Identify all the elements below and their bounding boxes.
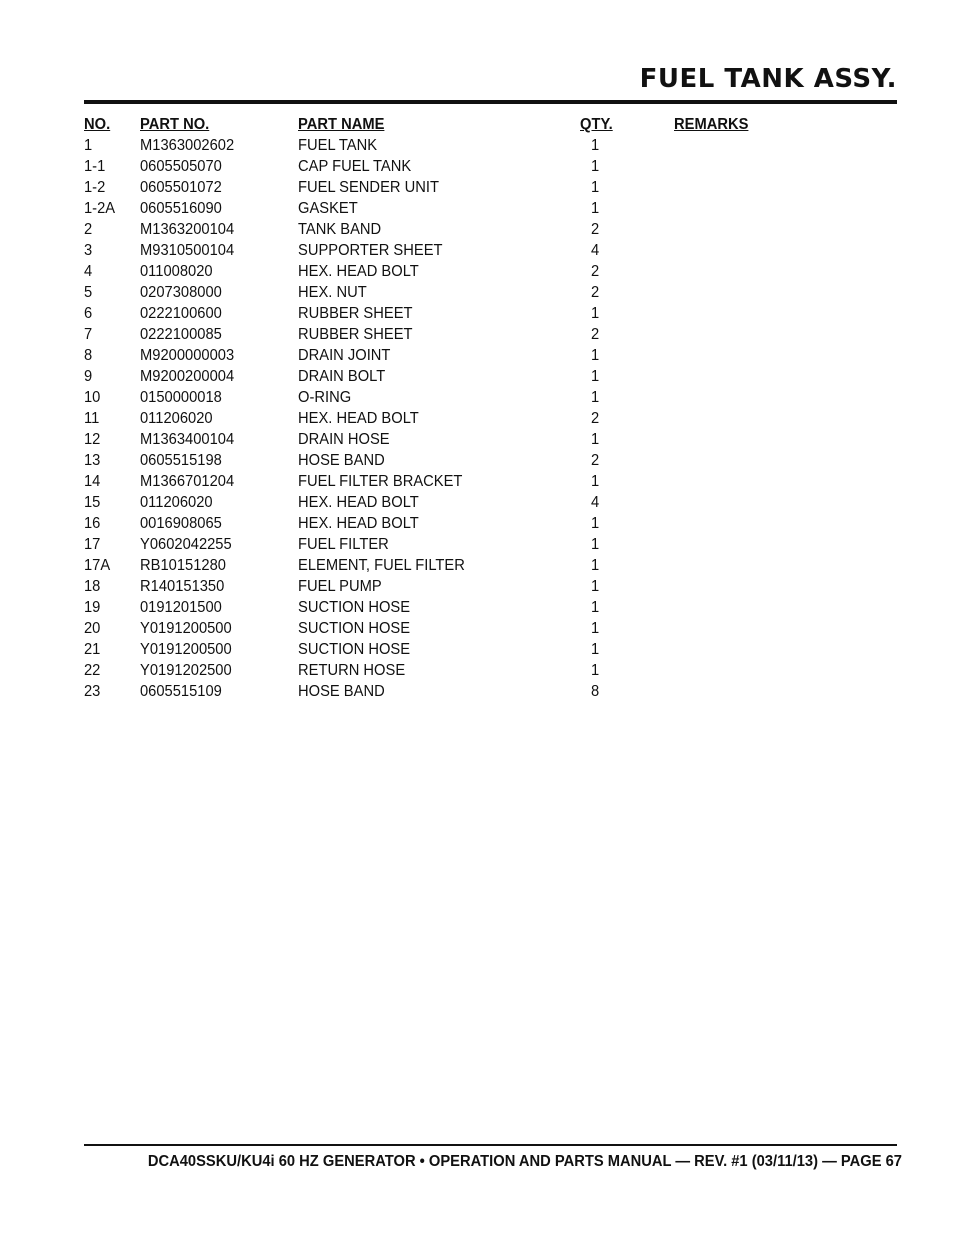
cell-part-name: HEX. HEAD BOLT (298, 515, 419, 532)
table-row (84, 408, 784, 429)
cell-remarks (674, 681, 775, 702)
cell-part-name: FUEL PUMP (298, 578, 382, 595)
cell-remarks (674, 177, 775, 198)
cell-no: 19 (84, 599, 101, 616)
cell-qty: 8 (591, 683, 600, 700)
cell-qty: 1 (591, 389, 600, 406)
cell-part-no: Y0602042255 (140, 536, 232, 553)
cell-remarks (674, 345, 775, 366)
cell-no: 5 (84, 284, 93, 301)
cell-part-no: RB10151280 (140, 557, 226, 574)
page-footer: DCA40SSKU/KU4i 60 HZ GENERATOR • OPERATION AND PARTS MANUAL — REV. #1 (03/11/13) — PAGE 67 (147, 1153, 902, 1170)
parts-table (84, 114, 784, 702)
cell-part-name: SUCTION HOSE (298, 641, 411, 658)
cell-part-no: 0605515198 (140, 452, 222, 469)
cell-no: 6 (84, 305, 93, 322)
cell-qty: 1 (591, 662, 600, 679)
cell-qty: 4 (591, 242, 600, 259)
cell-part-name: RETURN HOSE (298, 662, 406, 679)
cell-no: 17 (84, 536, 101, 553)
cell-remarks (674, 534, 775, 555)
table-row (84, 303, 784, 324)
cell-part-no: Y0191200500 (140, 641, 232, 658)
cell-qty: 1 (591, 641, 600, 658)
cell-qty: 1 (591, 557, 600, 574)
cell-qty: 1 (591, 158, 600, 175)
cell-qty: 1 (591, 368, 600, 385)
cell-part-no: 0207308000 (140, 284, 222, 301)
cell-no: 16 (84, 515, 101, 532)
cell-qty: 1 (591, 515, 600, 532)
cell-no: 15 (84, 494, 101, 511)
cell-part-name: HEX. HEAD BOLT (298, 263, 419, 280)
cell-part-name: DRAIN JOINT (298, 347, 391, 364)
cell-qty: 1 (591, 536, 600, 553)
table-row (84, 135, 784, 156)
cell-remarks (674, 282, 775, 303)
cell-remarks (674, 492, 775, 513)
page-title: FUEL TANK ASSY. (639, 64, 897, 94)
table-row (84, 597, 784, 618)
table-row (84, 534, 784, 555)
cell-no: 18 (84, 578, 101, 595)
cell-part-no: Y0191200500 (140, 620, 232, 637)
cell-qty: 1 (591, 620, 600, 637)
cell-qty: 1 (591, 431, 600, 448)
cell-part-no: M9310500104 (140, 242, 235, 259)
table-row (84, 450, 784, 471)
table-row (84, 219, 784, 240)
table-row (84, 618, 784, 639)
cell-no: 2 (84, 221, 93, 238)
cell-remarks (674, 555, 775, 576)
cell-remarks (674, 597, 775, 618)
cell-part-name: FUEL TANK (298, 137, 378, 154)
cell-remarks (674, 408, 775, 429)
cell-remarks (674, 429, 775, 450)
cell-part-no: 0605515109 (140, 683, 222, 700)
cell-no: 9 (84, 368, 93, 385)
cell-remarks (674, 324, 775, 345)
cell-qty: 2 (591, 326, 600, 343)
cell-remarks (674, 471, 775, 492)
cell-no: 1-2A (84, 200, 116, 217)
header-remarks: REMARKS (674, 116, 749, 133)
cell-part-name: RUBBER SHEET (298, 305, 413, 322)
table-row (84, 471, 784, 492)
cell-part-name: TANK BAND (298, 221, 382, 238)
cell-part-name: ELEMENT, FUEL FILTER (298, 557, 465, 574)
cell-no: 21 (84, 641, 101, 658)
cell-part-name: HEX. HEAD BOLT (298, 494, 419, 511)
cell-part-no: R140151350 (140, 578, 225, 595)
cell-no: 14 (84, 473, 101, 490)
cell-part-name: HEX. NUT (298, 284, 367, 301)
cell-remarks (674, 576, 775, 597)
cell-qty: 2 (591, 263, 600, 280)
table-row (84, 387, 784, 408)
cell-remarks (674, 660, 775, 681)
table-row (84, 576, 784, 597)
cell-qty: 1 (591, 473, 600, 490)
cell-no: 20 (84, 620, 101, 637)
cell-qty: 1 (591, 599, 600, 616)
title-divider (84, 100, 897, 104)
cell-no: 22 (84, 662, 101, 679)
cell-remarks (674, 450, 775, 471)
cell-part-no: 0191201500 (140, 599, 222, 616)
header-part-no: PART NO. (140, 116, 210, 133)
cell-no: 7 (84, 326, 93, 343)
cell-remarks (674, 156, 775, 177)
cell-part-no: 011206020 (140, 410, 213, 427)
table-row (84, 555, 784, 576)
cell-part-no: 011206020 (140, 494, 213, 511)
table-row (84, 177, 784, 198)
cell-qty: 2 (591, 452, 600, 469)
header-no: NO. (84, 116, 111, 133)
cell-remarks (674, 618, 775, 639)
cell-part-no: 0605501072 (140, 179, 222, 196)
cell-qty: 2 (591, 284, 600, 301)
cell-no: 13 (84, 452, 101, 469)
cell-part-name: FUEL FILTER (298, 536, 389, 553)
cell-no: 1-2 (84, 179, 106, 196)
table-row (84, 345, 784, 366)
cell-part-name: SUCTION HOSE (298, 620, 411, 637)
cell-part-name: O-RING (298, 389, 352, 406)
table-row (84, 660, 784, 681)
cell-part-name: HEX. HEAD BOLT (298, 410, 419, 427)
cell-part-name: HOSE BAND (298, 683, 385, 700)
table-row (84, 198, 784, 219)
cell-no: 23 (84, 683, 101, 700)
footer-divider (84, 1144, 897, 1146)
cell-part-no: M1366701204 (140, 473, 235, 490)
cell-part-no: M9200200004 (140, 368, 235, 385)
table-row (84, 492, 784, 513)
cell-no: 11 (84, 410, 100, 427)
cell-part-name: SUPPORTER SHEET (298, 242, 443, 259)
cell-part-no: 0222100600 (140, 305, 222, 322)
cell-part-name: RUBBER SHEET (298, 326, 413, 343)
cell-part-no: Y0191202500 (140, 662, 232, 679)
cell-part-name: GASKET (298, 200, 358, 217)
table-row (84, 282, 784, 303)
cell-part-no: M1363002602 (140, 137, 235, 154)
cell-part-no: M1363400104 (140, 431, 235, 448)
cell-no: 12 (84, 431, 101, 448)
cell-qty: 4 (591, 494, 600, 511)
header-part-name: PART NAME (298, 116, 385, 133)
cell-remarks (674, 303, 775, 324)
cell-part-name: SUCTION HOSE (298, 599, 411, 616)
cell-remarks (674, 219, 775, 240)
cell-remarks (674, 387, 775, 408)
cell-qty: 2 (591, 410, 600, 427)
cell-part-no: 0605505070 (140, 158, 222, 175)
cell-part-name: CAP FUEL TANK (298, 158, 412, 175)
cell-qty: 2 (591, 221, 600, 238)
table-row (84, 156, 784, 177)
cell-remarks (674, 639, 775, 660)
cell-part-no: 0605516090 (140, 200, 222, 217)
cell-no: 17A (84, 557, 111, 574)
cell-no: 1-1 (84, 158, 106, 175)
cell-remarks (674, 135, 775, 156)
cell-no: 1 (84, 137, 93, 154)
cell-qty: 1 (591, 179, 600, 196)
cell-no: 10 (84, 389, 101, 406)
cell-remarks (674, 366, 775, 387)
cell-qty: 1 (591, 578, 600, 595)
cell-part-no: 0150000018 (140, 389, 222, 406)
cell-qty: 1 (591, 137, 600, 154)
cell-no: 3 (84, 242, 93, 259)
cell-part-no: 011008020 (140, 263, 213, 280)
cell-part-no: 0222100085 (140, 326, 222, 343)
table-row (84, 513, 784, 534)
cell-part-name: HOSE BAND (298, 452, 385, 469)
cell-part-name: DRAIN HOSE (298, 431, 390, 448)
cell-part-no: 0016908065 (140, 515, 222, 532)
header-row (84, 114, 784, 135)
cell-part-name: DRAIN BOLT (298, 368, 386, 385)
cell-part-no: M1363200104 (140, 221, 235, 238)
cell-remarks (674, 240, 775, 261)
cell-no: 8 (84, 347, 93, 364)
cell-qty: 1 (591, 347, 600, 364)
table-row (84, 261, 784, 282)
parts-table-body (84, 135, 784, 702)
table-row (84, 429, 784, 450)
table-row (84, 324, 784, 345)
cell-part-name: FUEL FILTER BRACKET (298, 473, 463, 490)
cell-remarks (674, 261, 775, 282)
cell-remarks (674, 513, 775, 534)
table-row (84, 366, 784, 387)
cell-part-no: M9200000003 (140, 347, 235, 364)
cell-qty: 1 (591, 200, 600, 217)
cell-remarks (674, 198, 775, 219)
table-row (84, 639, 784, 660)
parts-table-header (84, 114, 784, 135)
cell-qty: 1 (591, 305, 600, 322)
table-row (84, 681, 784, 702)
cell-no: 4 (84, 263, 93, 280)
table-row (84, 240, 784, 261)
cell-part-name: FUEL SENDER UNIT (298, 179, 439, 196)
header-qty: QTY. (580, 116, 613, 133)
